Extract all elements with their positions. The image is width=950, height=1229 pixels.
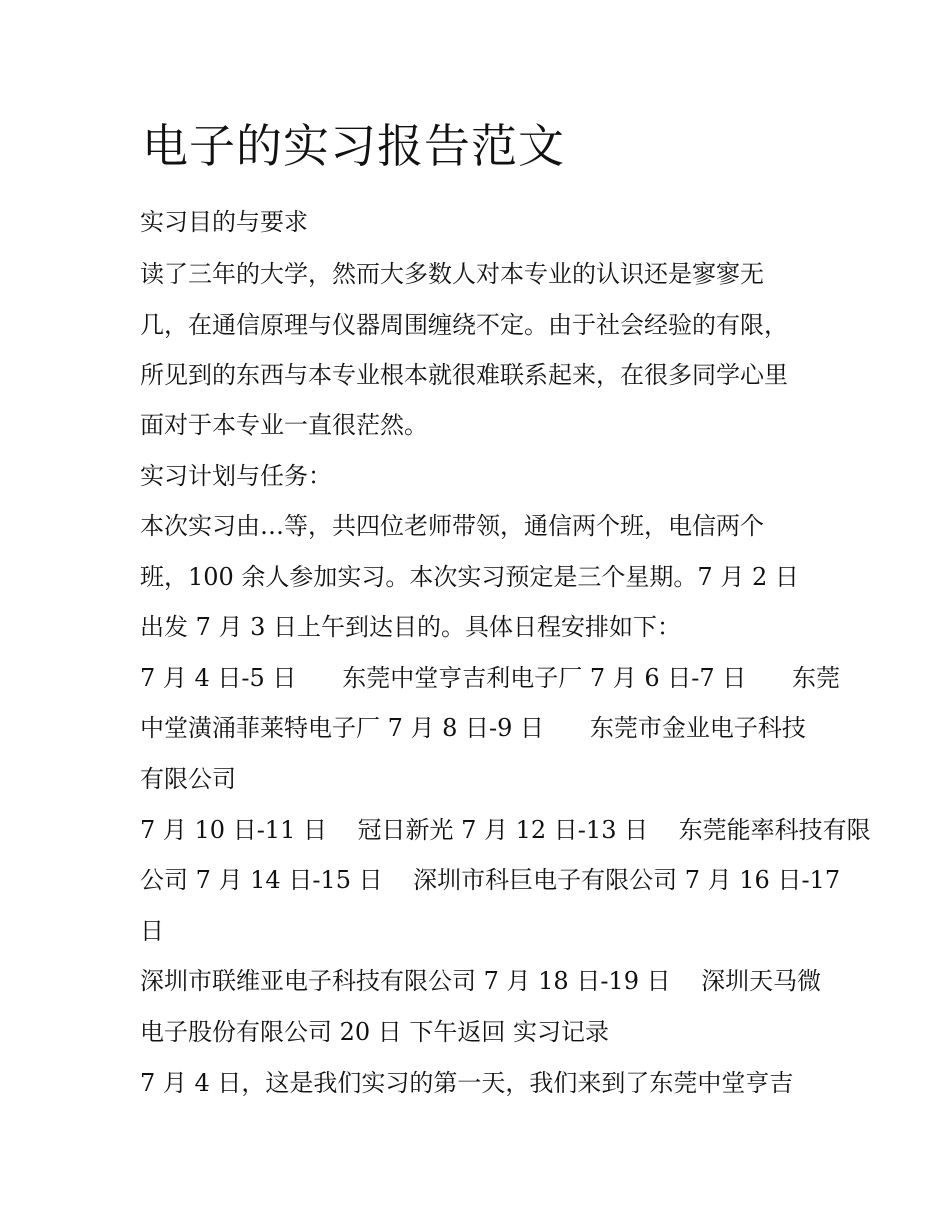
section-heading-purpose: 实习目的与要求 — [140, 208, 308, 236]
document-title: 电子的实习报告范文 — [142, 119, 565, 173]
paragraph-line: 班，100 余人参加实习。本次实习预定是三个星期。7 月 2 日 — [140, 563, 799, 591]
schedule-line: 有限公司 — [140, 765, 236, 793]
schedule-line: 中堂潢涌菲莱特电子厂 7 月 8 日-9 日 东莞市金业电子科技 — [140, 714, 806, 742]
schedule-line: 公司 7 月 14 日-15 日 深圳市科巨电子有限公司 7 月 16 日-17 — [140, 866, 841, 894]
paragraph-line: 本次实习由…等，共四位老师带领，通信两个班，电信两个 — [140, 512, 764, 540]
paragraph-line: 7 月 4 日，这是我们实习的第一天，我们来到了东莞中堂亨吉 — [140, 1069, 794, 1097]
schedule-line: 深圳市联维亚电子科技有限公司 7 月 18 日-19 日 深圳天马微 — [140, 967, 822, 995]
schedule-line: 日 — [140, 917, 164, 945]
paragraph-line: 出发 7 月 3 日上午到达目的。具体日程安排如下： — [140, 613, 682, 641]
paragraph-line: 所见到的东西与本专业根本就很难联系起来，在很多同学心里 — [140, 361, 788, 389]
paragraph-line: 读了三年的大学，然而大多数人对本专业的认识还是寥寥无 — [140, 260, 764, 288]
schedule-line: 电子股份有限公司 20 日 下午返回 实习记录 — [140, 1018, 610, 1046]
schedule-line: 7 月 4 日-5 日 东莞中堂亨吉利电子厂 7 月 6 日-7 日 东莞 — [140, 664, 841, 692]
schedule-line: 7 月 10 日-11 日 冠日新光 7 月 12 日-13 日 东莞能率科技有限 — [140, 816, 871, 844]
paragraph-line: 几，在通信原理与仪器周围缠绕不定。由于社会经验的有限， — [140, 311, 788, 339]
paragraph-line: 面对于本专业一直很茫然。 — [140, 411, 428, 439]
section-heading-plan: 实习计划与任务： — [140, 462, 332, 490]
